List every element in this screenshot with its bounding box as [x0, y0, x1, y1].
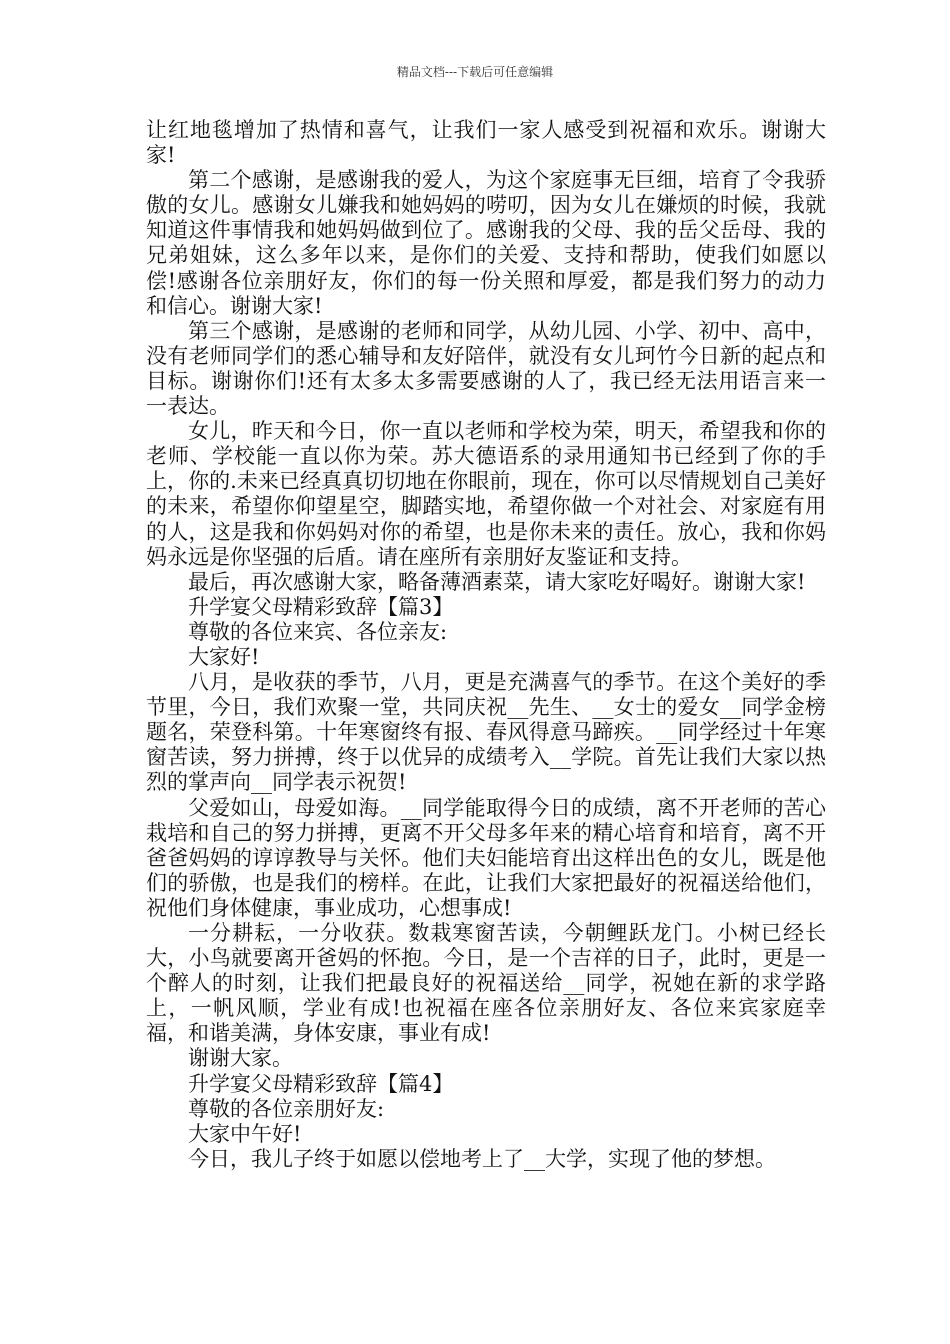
salutation: 尊敬的各位亲朋好友: — [188, 1096, 385, 1121]
paragraph: 让红地毯增加了热情和喜气，让我们一家人感受到祝福和欢乐。谢谢大家! — [146, 118, 826, 168]
closing: 谢谢大家。 — [188, 1046, 293, 1071]
paragraph: 父爱如山，母爱如海。__同学能取得今日的成绩，离不开老师的苦心栽培和自己的努力拼搏，更离不开父母多年来的精心培育和培育，离不开爸爸妈妈的谆谆教导与关怀。他们夫妇能培育出这样出色的女儿，既是他们的骄傲，也是我们的榜样。在此，让我们大家把最好的祝福送给他们，祝他们身体健康，事业成功，心想事成! — [146, 795, 826, 920]
paragraph: 最后，再次感谢大家，略备薄酒素菜，请大家吃好喝好。谢谢大家! — [188, 569, 806, 594]
section-heading: 升学宴父母精彩致辞【篇3】 — [188, 594, 454, 619]
paragraph: 第三个感谢，是感谢的老师和同学，从幼儿园、小学、初中、高中，没有老师同学们的悉心辅导和友好陪伴，就没有女儿珂竹今日新的起点和目标。谢谢你们!还有太多太多需要感谢的人了，我已经无法用语言来一一表达。 — [146, 318, 826, 419]
document-body — [146, 118, 826, 1172]
greeting: 大家好! — [188, 644, 260, 669]
page-header: 精品文档---下载后可任意编辑 — [396, 65, 554, 79]
salutation: 尊敬的各位来宾、各位亲友: — [188, 619, 448, 644]
paragraph: 第二个感谢，是感谢我的爱人，为这个家庭事无巨细，培育了令我骄傲的女儿。感谢女儿嫌我和她妈妈的唠叨，因为女儿在嫌烦的时候，我就知道这件事情我和她妈妈做到位了。感谢我的父母、我的岳父岳母、我的兄弟姐妹，这么多年以来，是你们的关爱、支持和帮助，使我们如愿以偿!感谢各位亲朋好友，你们的每一份关照和厚爱，都是我们努力的动力和信心。谢谢大家! — [146, 168, 826, 318]
paragraph: 女儿，昨天和今日，你一直以老师和学校为荣，明天，希望我和你的老师、学校能一直以你为荣。苏大德语系的录用通知书已经到了你的手上，你的.未来已经真真切切地在你眼前，现在，你可以尽情规划自己美好的未来，希望你仰望星空，脚踏实地，希望你做一个对社会、对家庭有用的人，这是我和你妈妈对你的希望，也是你未来的责任。放心，我和你妈妈永远是你坚强的后盾。请在座所有亲朋好友鉴证和支持。 — [146, 419, 826, 569]
paragraph: 今日，我儿子终于如愿以偿地考上了__大学，实现了他的梦想。 — [188, 1146, 776, 1171]
section-heading: 升学宴父母精彩致辞【篇4】 — [188, 1071, 454, 1096]
paragraph: 一分耕耘，一分收获。数栽寒窗苦读，今朝鲤跃龙门。小树已经长大，小鸟就要离开爸妈的怀抱。今日，是一个吉祥的日子，此时，更是一个醉人的时刻，让我们把最良好的祝福送给__同学，祝她在新的求学路上，一帆风顺，学业有成!也祝福在座各位亲朋好友、各位来宾家庭幸福，和谐美满，身体安康，事业有成! — [146, 921, 826, 1046]
greeting: 大家中午好! — [188, 1121, 302, 1146]
paragraph: 八月，是收获的季节，八月，更是充满喜气的季节。在这个美好的季节里，今日，我们欢聚一堂，共同庆祝__先生、__女士的爱女__同学金榜题名，荣登科第。十年寒窗终有报、春风得意马蹄疾。__同学经过十年寒窗苦读，努力拼搏，终于以优异的成绩考入__学院。首先让我们大家以热烈的掌声向__同学表示祝贺! — [146, 670, 826, 795]
